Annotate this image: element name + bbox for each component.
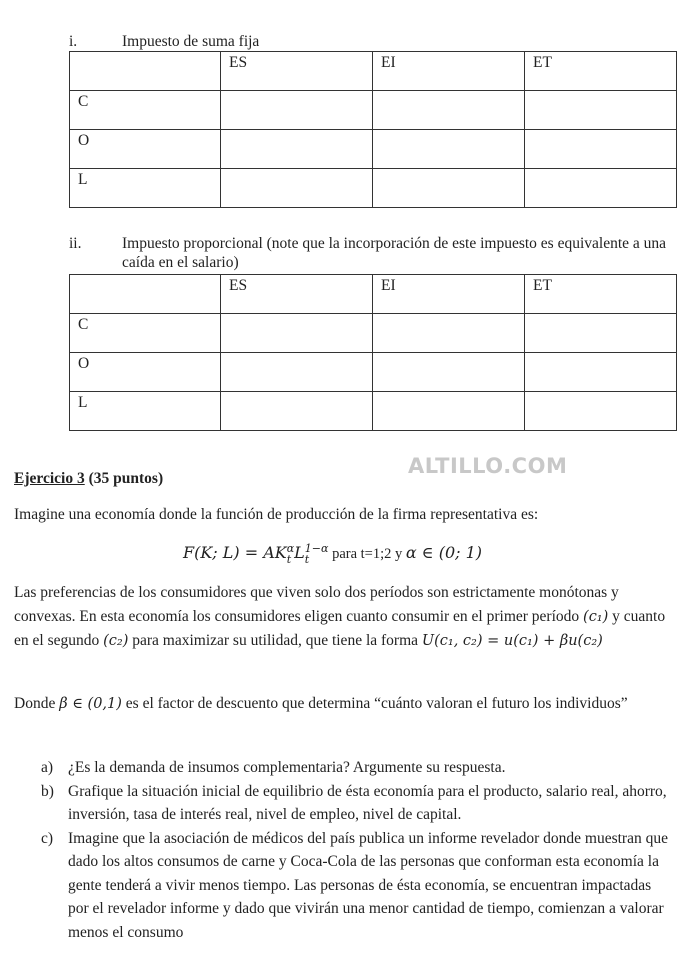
math-beta: β ∈ (0,1) (59, 696, 122, 712)
table-cell (373, 130, 525, 169)
table-row (70, 169, 677, 208)
table-row (70, 314, 677, 353)
formula-alpha-range: α ∈ (0; 1) (405, 543, 483, 562)
math-c1: (c₁) (583, 608, 609, 625)
header-cell (70, 275, 221, 314)
para-text: y cuanto en el segundo (14, 607, 666, 649)
discount-paragraph (14, 692, 674, 717)
list-marker: a) (41, 759, 54, 776)
math-utility: U(c₁, c₂) = u(c₁) + βu(c₂) (421, 633, 603, 649)
table-cell (221, 130, 373, 169)
table-cell (525, 169, 677, 208)
list-marker: b) (41, 782, 54, 800)
table-cell (221, 392, 373, 431)
table-cell (373, 392, 525, 431)
list-text: Imagine que la asociación de médicos del país publica un informe revelador donde muestran que dado los altos consumos de carne y Coca-Cola de las personas que conforman esta economía la gente tenderá a vivir menos tiempo. Las personas de ésta economía, se encuentran impactadas por el revelador informe y dado que vivirán una menor cantidad de tiempo, comienzan a valorar menos el consumo (68, 829, 668, 941)
list-item (14, 827, 674, 945)
formula-main: F(K; L) = AK (183, 543, 287, 562)
production-function-formula (183, 543, 482, 565)
table-cell (373, 353, 525, 392)
header-cell: EI (373, 275, 525, 314)
formula-sup: α (286, 542, 295, 556)
table-cell (525, 91, 677, 130)
section-number: ii. (69, 235, 82, 252)
formula-text: para t=1;2 y (328, 546, 406, 562)
para-text: es el factor de descuento que determina “cuánto valoran el futuro los individuos” (121, 695, 628, 712)
list-marker: c) (41, 829, 54, 847)
table-cell (373, 169, 525, 208)
para-text: Las preferencias de los consumidores que viven solo dos períodos son estrictamente monótonas y convexas. En esta economía los consumidores eligen cuanto consumir en el primer período (14, 584, 619, 625)
row-label: O (70, 130, 221, 169)
table-header-row (70, 275, 677, 314)
table-proportional-tax (69, 274, 677, 431)
question-list (14, 756, 674, 944)
table-cell (221, 91, 373, 130)
header-cell: ES (221, 275, 373, 314)
header-cell: EI (373, 52, 525, 91)
list-text: Grafique la situación inicial de equilibrio de ésta economía para el producto, salario real, ahorro, inversión, tasa de interés real, nivel de empleo, nivel de capital. (68, 782, 667, 823)
formula-labor: L (294, 543, 305, 562)
table-cell (221, 353, 373, 392)
table-row (70, 91, 677, 130)
table-lump-sum-tax (69, 51, 677, 208)
formula-sub: t (286, 553, 292, 567)
header-cell (70, 52, 221, 91)
exercise-points: (35 puntos) (84, 470, 164, 487)
section-number: i. (69, 33, 78, 50)
table-cell (525, 314, 677, 353)
formula-sub: t (304, 553, 310, 567)
table-cell (221, 169, 373, 208)
table-row (70, 353, 677, 392)
row-label: O (70, 353, 221, 392)
table-cell (525, 392, 677, 431)
exercise-title (14, 470, 163, 488)
para-text: Donde (14, 695, 60, 712)
table-header-row (70, 52, 677, 91)
table-cell (221, 314, 373, 353)
exercise-title-underlined: Ejercicio 3 (14, 470, 85, 487)
watermark-logo: ALTILLO.COM (408, 454, 568, 478)
list-text: ¿Es la demanda de insumos complementaria? Argumente su respuesta. (68, 759, 506, 776)
section-ii-heading (69, 234, 669, 272)
formula-sup: 1−α (304, 542, 329, 556)
table-cell (373, 314, 525, 353)
exercise-intro: Imagine una economía donde la función de producción de la firma representativa es: (14, 506, 539, 523)
row-label: L (70, 169, 221, 208)
math-c2: (c₂) (103, 633, 129, 649)
preferences-paragraph (14, 581, 674, 654)
table-cell (525, 353, 677, 392)
table-row (70, 130, 677, 169)
para-text: para maximizar su utilidad, que tiene la forma (128, 632, 422, 649)
header-cell: ES (221, 52, 373, 91)
header-cell: ET (525, 275, 677, 314)
list-item (14, 780, 674, 827)
list-item (14, 756, 674, 780)
section-title: Impuesto proporcional (note que la incorporación de este impuesto es equivalente a una caída en el salario) (122, 235, 667, 271)
section-i-heading (69, 32, 669, 51)
section-title: Impuesto de suma fija (122, 33, 260, 50)
row-label: C (70, 91, 221, 130)
header-cell: ET (525, 52, 677, 91)
table-cell (525, 130, 677, 169)
row-label: L (70, 392, 221, 431)
row-label: C (70, 314, 221, 353)
table-row (70, 392, 677, 431)
table-cell (373, 91, 525, 130)
